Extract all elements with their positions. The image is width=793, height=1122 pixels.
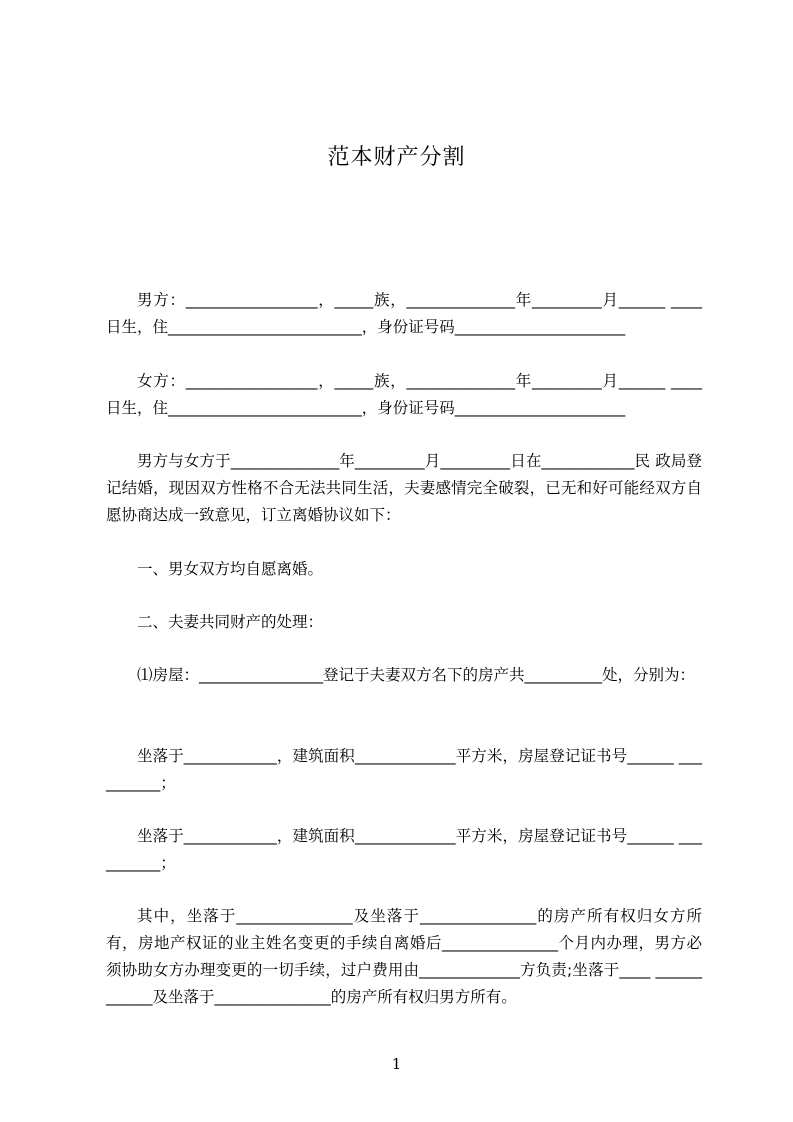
paragraph-marriage-info: 男方与女方于______________年_________月_________日在____________民 政局登记结婚，现因双方性格不合无法共同生活，夫妻感情完全破裂，已无和好可能经双方自愿协商达成一致意见，订立离婚协议如下： [106, 452, 702, 524]
paragraph-property-2: 坐落于____________，建筑面积_____________平方米，房屋登记证书号______ __________； [106, 827, 702, 872]
paragraph-clause-2: 二、夫妻共同财产的处理： [137, 613, 324, 631]
paragraph-property-1: 坐落于____________，建筑面积_____________平方米，房屋登记证书号______ __________； [106, 747, 702, 792]
paragraph-female-party: 女方：_________________，_____族，______________年_________月______ ____日生，住_________________________，身份证号码______________________ [106, 372, 702, 417]
paragraph-male-party: 男方：_________________，_____族，______________年_________月______ ____日生，住_________________________，身份证号码______________________ [106, 291, 702, 336]
document-title: 范本财产分割 [327, 145, 466, 170]
paragraph-ownership: 其中，坐落于_______________及坐落于_______________的房产所有权归女方所有，房地产权证的业主姓名变更的手续自离婚后_______________个月内办理，男方必须协助女方办理变更的一切手续，过户费用由_____________方负责;坐落于____ ____________及坐落于_______________的房产所有权归男方所有。 [106, 907, 702, 1006]
paragraph-clause-1: 一、男女双方均自愿离婚。 [137, 560, 324, 578]
page-number: 1 [391, 1055, 402, 1073]
paragraph-house: ⑴房屋：________________登记于夫妻双方名下的房产共__________处，分别为： [137, 666, 696, 684]
